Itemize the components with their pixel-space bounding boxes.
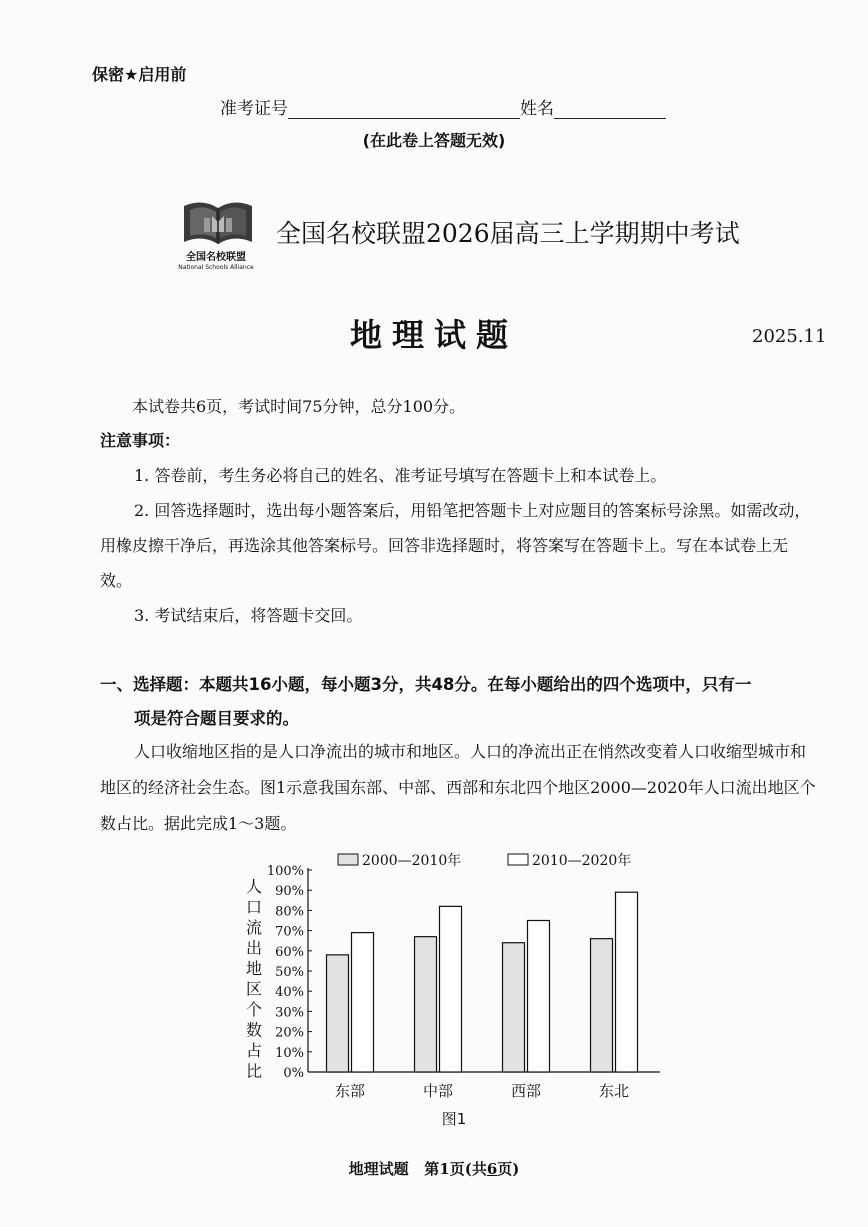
exam-date: 2025.11 [752, 326, 827, 347]
footer-page-prefix: 第1页(共 [424, 1160, 487, 1178]
y-axis-label-char: 口 [245, 897, 263, 917]
y-tick-label: 0% [283, 1066, 304, 1081]
name-field[interactable] [554, 100, 666, 119]
admission-number-field[interactable] [288, 100, 520, 119]
notice-item: 3. 考试结束后，将答题卡交回。 [134, 606, 363, 625]
y-tick-label: 50% [275, 965, 304, 980]
x-tick-label: 西部 [510, 1082, 542, 1100]
logo-name-cn: 全国名校联盟 [186, 252, 246, 263]
y-tick-label: 90% [275, 884, 304, 900]
y-axis-label-char: 区 [245, 979, 263, 999]
notice-list [100, 458, 816, 633]
notice-heading: 注意事项： [100, 431, 181, 450]
footer-page-total: 6 [486, 1160, 498, 1178]
y-tick-label: 60% [275, 944, 304, 960]
figure-caption: 图1 [441, 1110, 467, 1128]
subject-title: 地理试题 [349, 316, 518, 354]
population-outflow-bar-chart [232, 846, 672, 1136]
bar-series1 [327, 955, 349, 1072]
y-tick-label: 70% [275, 924, 304, 940]
y-axis-label-char: 地 [245, 959, 263, 978]
y-tick-label: 100% [266, 864, 304, 879]
y-axis-label-char: 流 [245, 918, 263, 937]
legend-label: 2010—2020年 [532, 853, 632, 869]
section-heading-line2: 项是符合题目要求的。 [134, 709, 299, 728]
footer-page-suffix: 页) [497, 1160, 520, 1178]
legend-swatch [338, 854, 358, 865]
bar-series1 [415, 937, 437, 1072]
legend-label: 2000—2010年 [362, 853, 462, 869]
y-axis-label-char: 人 [245, 877, 263, 896]
section-heading-line1: 一、选择题：本题共16小题，每小题3分，共48分。在每小题给出的四个选项中，只有一 [100, 675, 752, 694]
candidate-info-line [220, 94, 666, 119]
y-tick-label: 30% [275, 1005, 304, 1021]
section-heading [100, 668, 816, 736]
bar-series1 [591, 939, 613, 1072]
bar-series2 [616, 892, 638, 1072]
x-tick-label: 东部 [334, 1082, 366, 1100]
exam-intro: 本试卷共6页，考试时间75分钟，总分100分。 [132, 397, 466, 416]
x-tick-label: 中部 [422, 1082, 454, 1100]
x-tick-label: 东北 [598, 1082, 630, 1100]
name-label: 姓名 [520, 99, 554, 119]
notice-item: 1. 答卷前，考生务必将自己的姓名、准考证号填写在答题卡上和本试卷上。 [134, 466, 667, 485]
y-axis-label-char: 比 [245, 1061, 263, 1081]
y-axis-label-char: 占 [245, 1041, 263, 1060]
y-axis-label-char: 出 [245, 938, 263, 958]
y-tick-label: 40% [275, 985, 304, 1001]
legend-swatch [508, 854, 528, 865]
bar-series2 [440, 906, 462, 1072]
y-tick-label: 20% [275, 1025, 304, 1041]
footer-subject: 地理试题 [348, 1160, 409, 1178]
y-tick-label: 10% [275, 1045, 304, 1061]
question-passage: 人口收缩地区指的是人口净流出的城市和地区。人口的净流出正在悄然改变着人口收缩型城市和地区的经济社会生态。图1示意我国东部、中部、西部和东北四个地区2000—2020年人口流出地区个数占比。据此完成1～3题。 [100, 742, 816, 833]
logo-name-en: National Schools Alliance [178, 264, 254, 271]
y-axis-label-char: 个 [245, 1000, 263, 1019]
bar-series2 [352, 933, 374, 1072]
notice-item: 2. 回答选择题时，选出每小题答案后，用铅笔把答题卡上对应题目的答案标号涂黑。如需改动，用橡皮擦干净后，再选涂其他答案标号。回答非选择题时，将答案写在答题卡上。写在本试卷上无效。 [100, 501, 811, 590]
y-tick-label: 80% [275, 904, 304, 920]
bar-series1 [503, 943, 525, 1072]
invalid-answer-notice: (在此卷上答题无效) [362, 131, 506, 150]
y-axis-label-char: 数 [245, 1020, 263, 1040]
page-footer [0, 1158, 868, 1179]
admission-number-label: 准考证号 [220, 99, 288, 119]
confidential-label: 保密★启用前 [92, 65, 187, 84]
bar-series2 [528, 921, 550, 1073]
exam-title: 全国名校联盟2026届高三上学期期中考试 [276, 219, 740, 248]
